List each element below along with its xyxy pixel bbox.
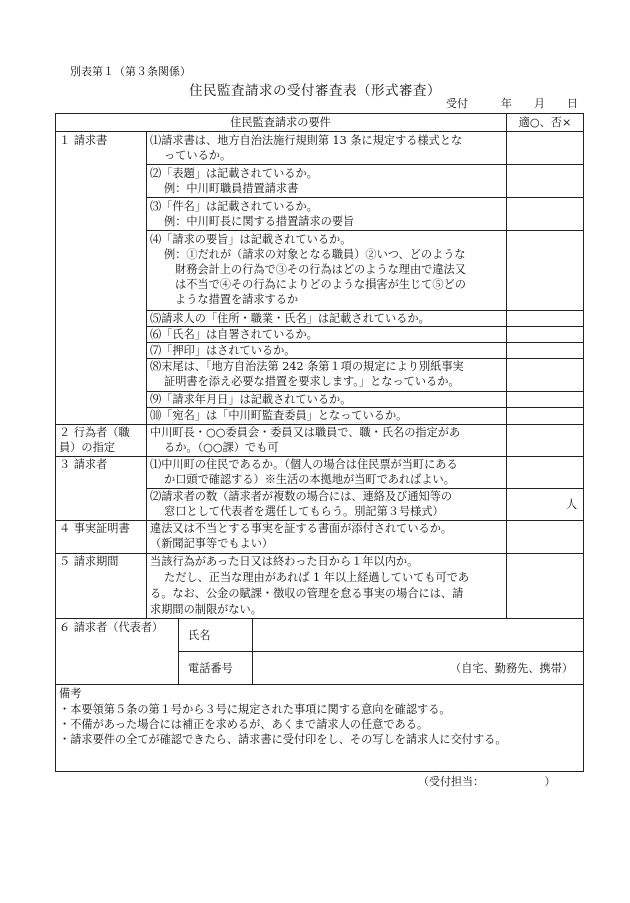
notes-item: ・請求要件の全てが確認できたら、請求書に受付印をし、その写しを請求人に交付する。 bbox=[59, 733, 507, 746]
requester-item-2-line: ⑵請求者の数（請求者が複数の場合には、連絡及び通知等の bbox=[150, 490, 453, 503]
header-requirements: 住民監査請求の要件 bbox=[230, 116, 331, 129]
category-evidence: ４ 事実証明書 bbox=[59, 522, 130, 535]
requester-item-2-line: 窓口として代表者を選任してもらう。別記第３号様式） bbox=[164, 505, 444, 518]
category-request-form: １ 請求書 bbox=[59, 134, 108, 147]
row-divider bbox=[55, 131, 584, 132]
item-6-line: ⑹「氏名」は自署されているか。 bbox=[150, 328, 318, 341]
col-divider bbox=[178, 618, 179, 684]
category-actor: ２ 行為者（職 bbox=[59, 426, 130, 439]
item-divider bbox=[146, 197, 584, 198]
person-count-unit: 人 bbox=[566, 498, 578, 511]
item-4-line: は不当で④その行為によりどのような損害が生じて⑤どの bbox=[175, 278, 466, 291]
item-9-line: ⑼「請求年月日」は記載されているか。 bbox=[150, 393, 352, 406]
item-1-line: ⑴請求書は、地方自治法施行規則第 13 条に規定する様式とな bbox=[150, 134, 463, 147]
item-4-line: ⑷「請求の要旨」は記載されているか。 bbox=[150, 233, 352, 246]
item-1-line: っているか。 bbox=[164, 149, 232, 162]
requester-item-1-line: か口頭で確認する）※生活の本拠地が当町であればよい。 bbox=[164, 473, 455, 486]
notes-heading: 備考 bbox=[59, 687, 82, 700]
col-divider bbox=[146, 131, 147, 618]
name-label: 氏名 bbox=[188, 629, 211, 642]
period-text-line: 当該行為があった日又は終わった日から１年以内か。 bbox=[150, 555, 419, 568]
item-2-line: ⑵「表題」は記載されているか。 bbox=[150, 167, 318, 180]
reception-staff-line: （受付担当： ） bbox=[418, 775, 556, 788]
notes-item: ・不備があった場合には補正を求めるが、あくまで請求人の任意である。 bbox=[59, 718, 429, 731]
appendix-label: 別表第１（第３条関係） bbox=[70, 65, 191, 78]
evidence-text-line: 違法又は不当とする事実を証する書面が添付されているか。 bbox=[150, 522, 453, 535]
item-5-line: ⑸請求人の「住所・職業・氏名」は記載されているか。 bbox=[150, 312, 430, 325]
item-4-line: 財務会計上の行為で③その行為はどのような理由で違法又 bbox=[175, 263, 466, 276]
row-divider bbox=[55, 684, 584, 685]
period-text-line: ただし、正当な理由があれば 1 年以上経過していても可であ bbox=[164, 571, 470, 584]
category-representative: ６ 請求者（代表者） bbox=[59, 621, 164, 634]
requester-item-1-line: ⑴中川町の住民であるか。（個人の場合は住民票が当町にある bbox=[150, 458, 458, 471]
item-8-line: 証明書を添え必要な措置を要求します。」となっているか。 bbox=[164, 375, 460, 388]
category-period: ５ 請求期間 bbox=[59, 555, 119, 568]
item-2-line: 例：中川町職員措置請求書 bbox=[164, 182, 299, 195]
item-3-line: 例：中川町長に関する措置請求の要旨 bbox=[164, 215, 355, 228]
phone-note: （自宅、勤務先、携帯） bbox=[450, 662, 574, 675]
item-8-line: ⑻末尾は、「地方自治法第 242 条第１項の規定により別紙事実 bbox=[150, 360, 464, 373]
notes-item: ・本要領第５条の第１号から３号に規定された事項に関する意向を確認する。 bbox=[59, 703, 451, 716]
reception-date-line: 受付 年 月 日 bbox=[446, 97, 578, 110]
item-divider bbox=[146, 164, 584, 165]
item-4-line: 例：①だれが（請求の対象となる職員）②いつ、どのような bbox=[164, 248, 466, 261]
period-text-line: 求期間の制限がない。 bbox=[150, 603, 262, 616]
category-actor: 員）の指定 bbox=[59, 441, 115, 454]
name-field[interactable] bbox=[253, 619, 583, 650]
item-4-line: ような措置を請求するか bbox=[175, 293, 299, 306]
phone-label: 電話番号 bbox=[188, 662, 233, 675]
header-judgement: 適○、否× bbox=[518, 116, 572, 129]
item-7-line: ⑺「押印」はされているか。 bbox=[150, 344, 296, 357]
actor-text-line: 中川町長・○○委員会・委員又は職員で、職・氏名の指定があ bbox=[150, 426, 461, 439]
period-text-line: る。なお、公金の賦課・徴収の管理を怠る事実の場合には、請 bbox=[150, 587, 464, 600]
category-requester: ３ 請求者 bbox=[59, 458, 108, 471]
item-divider bbox=[146, 230, 584, 231]
col-divider bbox=[506, 113, 507, 618]
item-3-line: ⑶「件名」は記載されているか。 bbox=[150, 200, 318, 213]
item-10-line: ⑽「宛名」は「中川町監査委員」となっているか。 bbox=[150, 409, 408, 422]
evidence-text-line: （新聞記事等でもよい） bbox=[150, 537, 274, 550]
page-title: 住民監査請求の受付審査表（形式審査） bbox=[189, 83, 441, 99]
actor-text-line: るか。（○○課）でも可 bbox=[164, 441, 279, 454]
